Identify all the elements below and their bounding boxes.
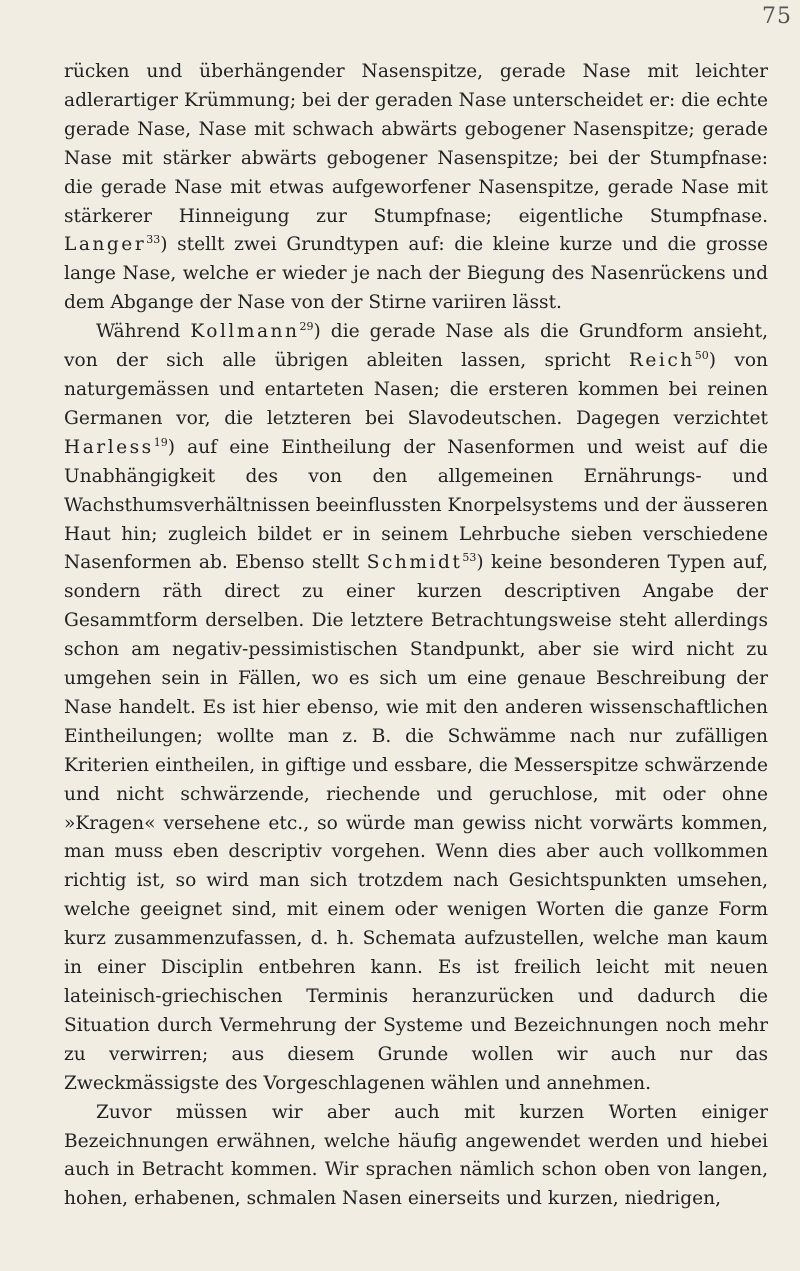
- footnote-reference: 33: [146, 233, 161, 247]
- author-name: Langer: [64, 234, 147, 256]
- author-name: Schmidt: [366, 552, 463, 574]
- text-run: Während: [96, 321, 191, 343]
- text-run: rücken und überhängender Nasenspitze, gerade Nase mit leichter adlerartiger Krümmung; bei der geraden Nase unterscheidet er: die echte gerade Nase, Nase mit schwach abwärts gebogener Nasenspitze; gerade Nase mit stärker abwärts gebogener Nasenspitze; bei der Stumpfnase: die gerade Nase mit etwas aufgeworfener Nasenspitze, gerade Nase mit stärkerer Hinneigung zur Stumpfnase; eigentliche Stumpfnase.: [64, 61, 768, 227]
- footnote-reference: 19: [153, 435, 168, 449]
- paragraph: [64, 58, 768, 318]
- paragraph: [64, 1099, 768, 1215]
- text-run: ) keine besonderen Typen auf, sondern räth direct zu einer kurzen descriptiven Angabe der Gesammtform derselben. Die letztere Betrachtungsweise steht allerdings schon am negativ-pessimistischen Standpunkt, aber sie wird nicht zu umgehen sein in Fällen, wo es sich um eine genaue Beschreibung der Nase handelt. Es ist hier ebenso, wie mit den anderen wissenschaftlichen Eintheilungen; wollte man z. B. die Schwämme nach nur zufälligen Kriterien eintheilen, in giftige und essbare, die Messerspitze schwärzende und nicht schwärzende, riechende und geruchlose, mit oder ohne »Kragen« versehene etc., so würde man gewiss nicht vorwärts kommen, man muss eben descriptiv vorgehen. Wenn dies aber auch vollkommen richtig ist, so wird man sich trotzdem nach Gesichtspunkten umsehen, welche geeignet sind, mit einem oder wenigen Worten die ganze Form kurz zusammenzufassen, d. h. Schemata aufzustellen, welche man kaum in einer Disciplin entbehren kann. Es ist freilich leicht mit neuen lateinisch-griechischen Terminis heranzurücken und dadurch die Situation durch Vermehrung der Systeme und Bezeichnungen noch mehr zu verwirren; aus diesem Grunde wollen wir auch nur das Zweckmässigste des Vorgeschlagenen wählen und annehmen.: [64, 552, 768, 1094]
- footnote-reference: 50: [694, 349, 709, 363]
- body-text: [64, 58, 768, 1214]
- footnote-reference: 53: [462, 551, 477, 565]
- author-name: Kollmann: [190, 321, 300, 343]
- paragraph: [64, 318, 768, 1098]
- footnote-reference: 29: [299, 320, 314, 334]
- text-run: ) stellt zwei Grundtypen auf: die kleine kurze und die grosse lange Nase, welche er wieder je nach der Biegung des Nasenrückens und dem Abgange der Nase von der Stirne variiren lässt.: [64, 234, 768, 314]
- text-run: ) die gerade Nase als die Grundform ansieht, von der sich alle übrigen ableiten lassen, spricht: [64, 321, 768, 372]
- author-name: Harless: [64, 436, 154, 458]
- text-run: ) von naturgemässen und entarteten Nasen; die ersteren kommen bei reinen Germanen vor, die letzteren bei Slavodeutschen. Dagegen verzichtet: [64, 350, 768, 429]
- text-run: ) auf eine Eintheilung der Nasenformen und weist auf die Unabhängigkeit des von den allgemeinen Ernährungs- und Wachsthumsverhältnissen beeinflussten Knorpelsystems und der äusseren Haut hin; zugleich bildet er in seinem Lehrbuche sieben verschiedene Nasenformen ab. Ebenso stellt: [64, 436, 768, 574]
- page-number: 75: [762, 4, 792, 29]
- author-name: Reich: [628, 350, 695, 372]
- text-run: Zuvor müssen wir aber auch mit kurzen Worten einiger Bezeichnungen erwähnen, welche häufig angewendet werden und hiebei auch in Betracht kommen. Wir sprachen nämlich schon oben von langen, hohen, erhabenen, schmalen Nasen einerseits und kurzen, niedrigen,: [64, 1101, 768, 1210]
